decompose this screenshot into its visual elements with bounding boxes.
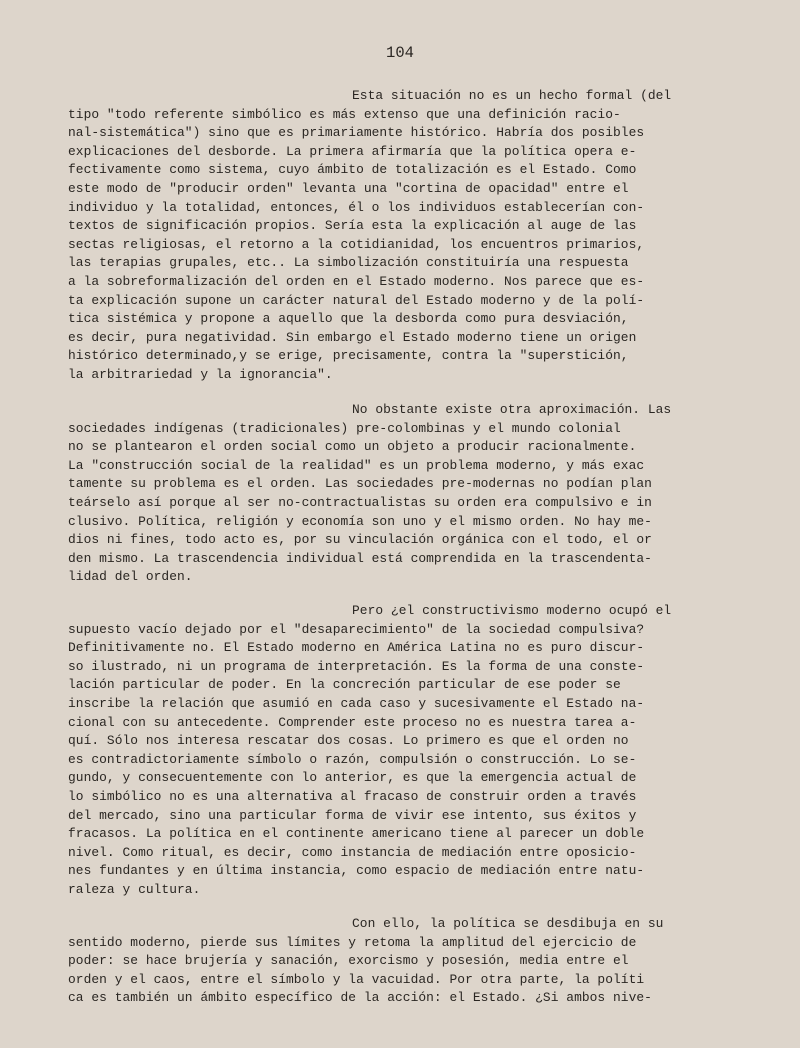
- text-line: supuesto vacío dejado por el "desaparecimiento" de la sociedad compulsiva?: [68, 621, 645, 637]
- text-line: La "construcción social de la realidad" es un problema moderno, y más exac: [68, 457, 645, 473]
- text-line: orden y el caos, entre el símbolo y la vacuidad. Por otra parte, la políti: [68, 971, 645, 987]
- text-line: histórico determinado,y se erige, precisamente, contra la "superstición,: [68, 348, 629, 364]
- text-line: dios ni fines, todo acto es, por su vinculación orgánica con el todo, el or: [68, 532, 652, 548]
- text-line: es decir, pura negatividad. Sin embargo el Estado moderno tiene un origen: [68, 329, 637, 345]
- text-line: tamente su problema es el orden. Las sociedades pre-modernas no podían plan: [68, 476, 652, 492]
- text-line: No obstante existe otra aproximación. Las: [352, 402, 672, 417]
- text-line: explicaciones del desborde. La primera afirmaría que la política opera e-: [68, 143, 637, 159]
- text-line: den mismo. La trascendencia individual está comprendida en la trascendenta-: [68, 550, 652, 566]
- text-line: nal-sistemática") sino que es primariamente histórico. Habría dos posibles: [68, 125, 645, 141]
- text-line: sectas religiosas, el retorno a la cotidianidad, los encuentros primarios,: [68, 236, 645, 252]
- text-line: Con ello, la política se desdibuja en su: [352, 916, 664, 931]
- page-number: 104: [386, 44, 414, 62]
- text-line: gundo, y consecuentemente con lo anterior, es que la emergencia actual de: [68, 770, 637, 786]
- paragraph-1: [68, 87, 740, 385]
- text-line: quí. Sólo nos interesa rescatar dos cosas. Lo primero es que el orden no: [68, 733, 629, 749]
- text-line: raleza y cultura.: [68, 881, 201, 897]
- text-line: sentido moderno, pierde sus límites y retoma la amplitud del ejercicio de: [68, 934, 637, 950]
- text-line: clusivo. Política, religión y economía son uno y el mismo orden. No hay me-: [68, 513, 652, 529]
- text-line: individuo y la totalidad, entonces, él o los individuos establecerían con-: [68, 199, 645, 215]
- text-line: cional con su antecedente. Comprender este proceso no es nuestra tarea a-: [68, 714, 637, 730]
- paragraph-3: [68, 602, 740, 900]
- text-line: sociedades indígenas (tradicionales) pre-colombinas y el mundo colonial: [68, 420, 621, 436]
- text-line: es contradictoriamente símbolo o razón, compulsión o construcción. Lo se-: [68, 751, 637, 767]
- text-line: Pero ¿el constructivismo moderno ocupó el: [352, 603, 672, 618]
- text-line: ta explicación supone un carácter natural del Estado moderno y de la polí-: [68, 292, 645, 308]
- text-line: fectivamente como sistema, cuyo ámbito de totalización es el Estado. Como: [68, 162, 637, 178]
- text-line: la arbitrariedad y la ignorancia".: [68, 366, 333, 382]
- text-line: este modo de "producir orden" levanta una "cortina de opacidad" entre el: [68, 180, 629, 196]
- text-line: a la sobreformalización del orden en el Estado moderno. Nos parece que es-: [68, 273, 645, 289]
- text-line: fracasos. La política en el continente americano tiene al parecer un doble: [68, 826, 645, 842]
- text-line: las terapias grupales, etc.. La simbolización constituiría una respuesta: [68, 255, 629, 271]
- text-line: teárselo así porque al ser no-contractualistas su orden era compulsivo e in: [68, 494, 652, 510]
- text-line: lo simbólico no es una alternativa al fracaso de construir orden a través: [68, 788, 637, 804]
- text-line: poder: se hace brujería y sanación, exorcismo y posesión, media entre el: [68, 953, 629, 969]
- text-line: tipo "todo referente simbólico es más extenso que una definición racio-: [68, 106, 621, 122]
- text-line: nivel. Como ritual, es decir, como instancia de mediación entre oposicio-: [68, 844, 637, 860]
- text-line: Esta situación no es un hecho formal (del: [352, 88, 672, 103]
- text-line: so ilustrado, ni un programa de interpretación. Es la forma de una conste-: [68, 658, 645, 674]
- paragraph-4: [68, 915, 740, 1008]
- text-line: nes fundantes y en última instancia, como espacio de mediación entre natu-: [68, 863, 645, 879]
- text-line: textos de significación propios. Sería esta la explicación al auge de las: [68, 218, 637, 234]
- text-line: lidad del orden.: [68, 569, 193, 585]
- text-line: ca es también un ámbito específico de la acción: el Estado. ¿Si ambos nive-: [68, 990, 652, 1006]
- text-line: lación particular de poder. En la concreción particular de ese poder se: [68, 677, 621, 693]
- text-line: no se plantearon el orden social como un objeto a producir racionalmente.: [68, 439, 637, 455]
- text-line: inscribe la relación que asumió en cada caso y sucesivamente el Estado na-: [68, 695, 645, 711]
- text-line: tica sistémica y propone a aquello que la desborda como pura desviación,: [68, 311, 629, 327]
- text-line: del mercado, sino una particular forma de vivir ese intento, sus éxitos y: [68, 807, 637, 823]
- paragraph-2: [68, 401, 740, 587]
- text-line: Definitivamente no. El Estado moderno en América Latina no es puro discur-: [68, 640, 645, 656]
